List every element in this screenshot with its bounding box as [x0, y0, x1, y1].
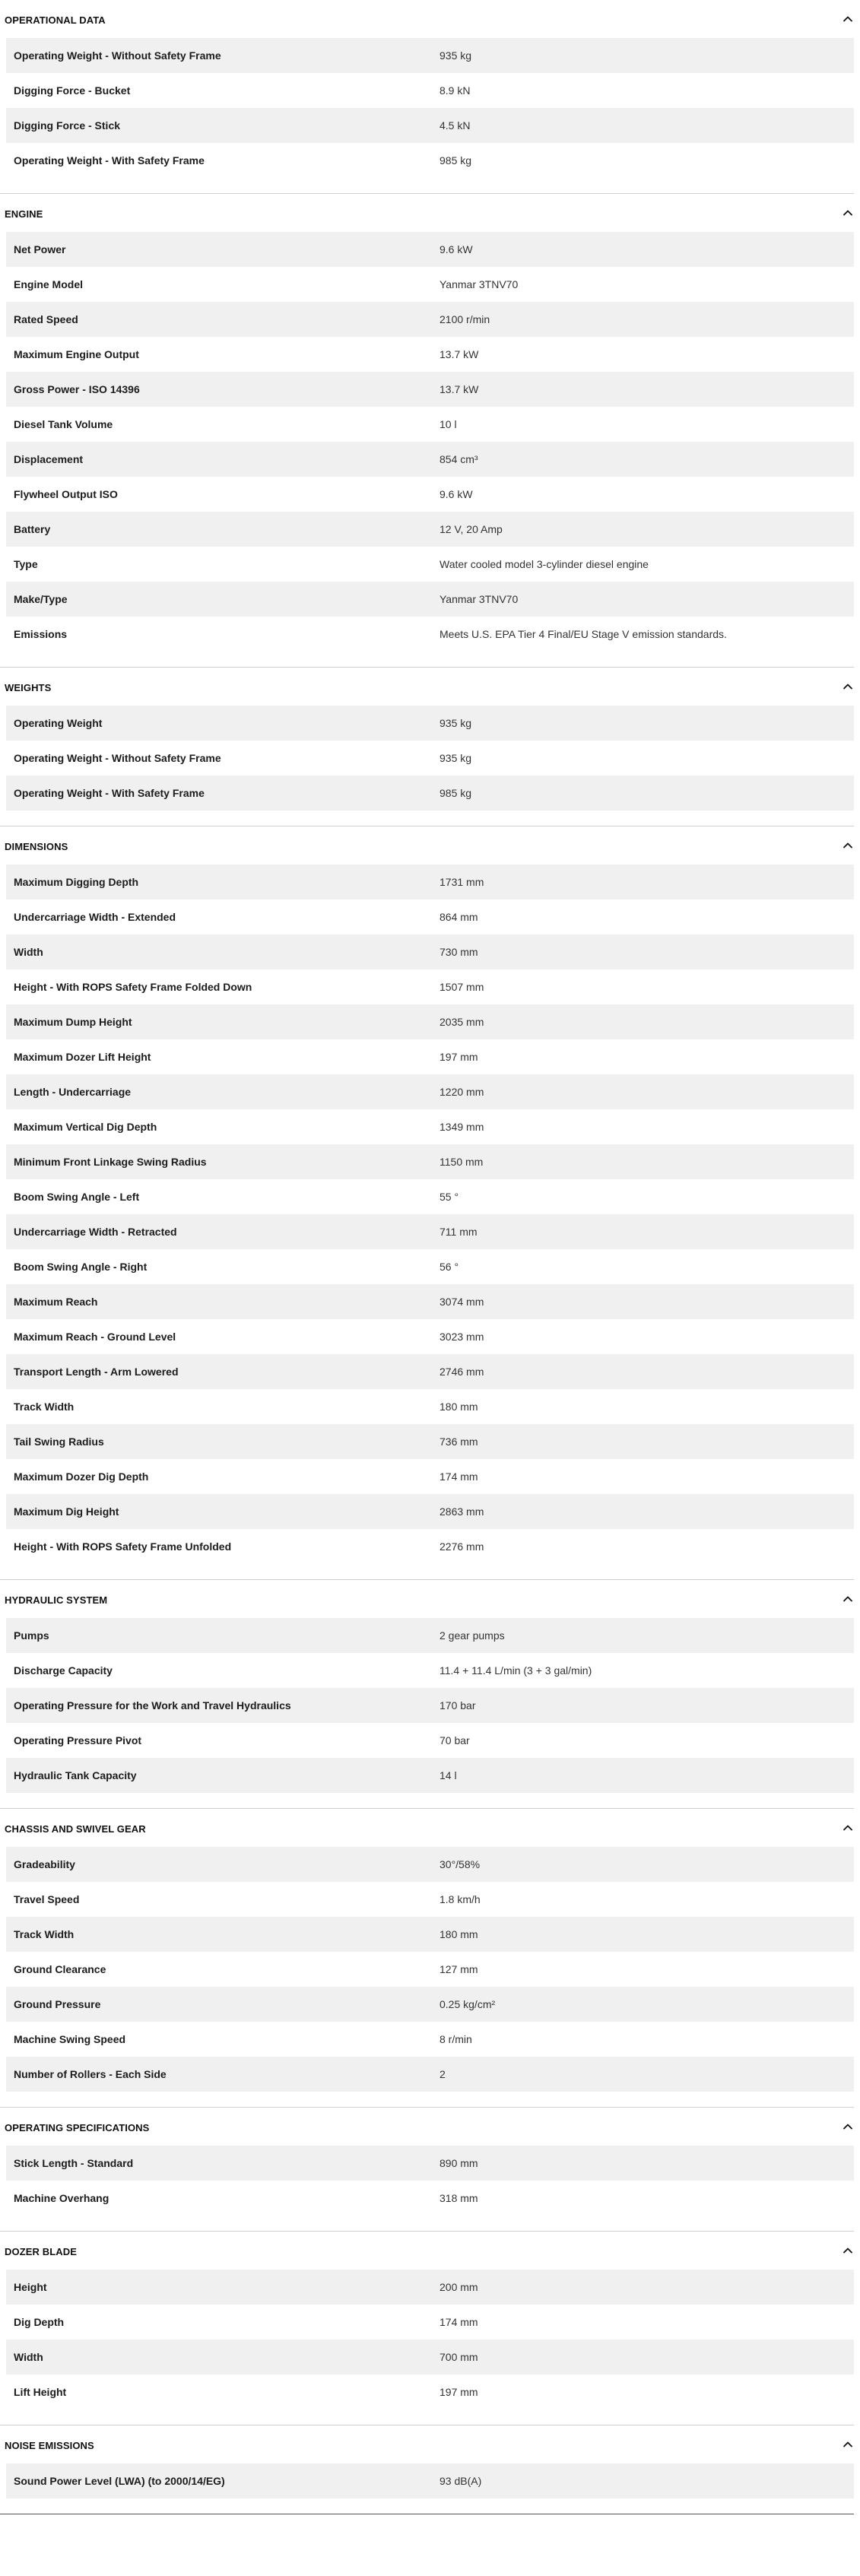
- spec-row: [6, 232, 854, 267]
- spec-row: [6, 1459, 854, 1494]
- spec-row: [6, 2181, 854, 2216]
- spec-row: [6, 302, 854, 337]
- chevron-up-icon[interactable]: [842, 207, 854, 219]
- spec-label: Number of Rollers - Each Side: [14, 2068, 167, 2080]
- spec-label: Type: [14, 558, 38, 570]
- spec-value: 2863 mm: [440, 1505, 484, 1518]
- spec-value: Water cooled model 3-cylinder diesel engine: [440, 558, 649, 570]
- spec-label: Sound Power Level (LWA) (to 2000/14/EG): [14, 2475, 225, 2487]
- spec-value: 700 mm: [440, 2351, 478, 2363]
- spec-value: 9.6 kW: [440, 243, 473, 255]
- spec-value: 10 l: [440, 418, 457, 430]
- spec-value: 2100 r/min: [440, 313, 490, 325]
- spec-value: 711 mm: [440, 1226, 478, 1238]
- spec-value: 3023 mm: [440, 1331, 484, 1343]
- spec-value: 2276 mm: [440, 1540, 484, 1553]
- spec-label: Minimum Front Linkage Swing Radius: [14, 1156, 207, 1168]
- chevron-up-icon[interactable]: [842, 839, 854, 852]
- spec-value: 174 mm: [440, 2316, 478, 2328]
- spec-value: 1349 mm: [440, 1121, 484, 1133]
- spec-row: [6, 969, 854, 1004]
- spec-label: Maximum Engine Output: [14, 348, 139, 360]
- spec-label: Width: [14, 946, 43, 958]
- spec-value: 1507 mm: [440, 981, 484, 993]
- spec-row: [6, 1758, 854, 1793]
- spec-label: Operating Weight - With Safety Frame: [14, 787, 205, 799]
- spec-value: 9.6 kW: [440, 488, 473, 500]
- spec-value: 180 mm: [440, 1928, 478, 1940]
- spec-label: Pumps: [14, 1629, 49, 1642]
- spec-row: [6, 1847, 854, 1882]
- spec-row: [6, 2022, 854, 2057]
- spec-value: 854 cm³: [440, 453, 478, 465]
- spec-row: [6, 582, 854, 617]
- spec-label: Emissions: [14, 628, 68, 640]
- spec-row: [6, 934, 854, 969]
- spec-value: 8 r/min: [440, 2033, 472, 2045]
- section-title: WEIGHTS: [5, 682, 52, 693]
- chevron-up-icon[interactable]: [842, 1822, 854, 1834]
- spec-value: 2746 mm: [440, 1366, 484, 1378]
- spec-row: [6, 1987, 854, 2022]
- spec-value: Meets U.S. EPA Tier 4 Final/EU Stage V emission standards.: [440, 628, 727, 640]
- spec-value: 730 mm: [440, 946, 478, 958]
- chevron-up-icon[interactable]: [842, 2438, 854, 2451]
- section-title: CHASSIS AND SWIVEL GEAR: [5, 1823, 146, 1835]
- spec-label: Net Power: [14, 243, 66, 255]
- section-header[interactable]: [0, 2425, 860, 2463]
- spec-label: Operating Weight: [14, 717, 103, 729]
- spec-value: 4.5 kN: [440, 119, 471, 132]
- spec-row: [6, 1618, 854, 1653]
- spec-value: 127 mm: [440, 1963, 478, 1975]
- spec-row: [6, 1917, 854, 1952]
- section-title: NOISE EMISSIONS: [5, 2440, 94, 2451]
- section-header[interactable]: [0, 2108, 860, 2146]
- spec-value: 890 mm: [440, 2157, 478, 2169]
- spec-row: [6, 706, 854, 741]
- spec-section-chassis-and-swivel-gear: [0, 1809, 860, 2108]
- spec-value: 174 mm: [440, 1470, 478, 1483]
- spec-row: [6, 337, 854, 372]
- spec-row: [6, 1494, 854, 1529]
- spec-label: Digging Force - Stick: [14, 119, 121, 132]
- spec-value: 3074 mm: [440, 1296, 484, 1308]
- section-title: DIMENSIONS: [5, 841, 68, 852]
- spec-row: [6, 372, 854, 407]
- spec-value: 2 gear pumps: [440, 1629, 505, 1642]
- spec-label: Discharge Capacity: [14, 1664, 113, 1677]
- spec-value: 8.9 kN: [440, 84, 471, 97]
- section-header[interactable]: [0, 1580, 860, 1618]
- spec-row: [6, 1319, 854, 1354]
- spec-row: [6, 108, 854, 143]
- spec-label: Engine Model: [14, 278, 83, 290]
- spec-table: [6, 864, 854, 1564]
- spec-value: 93 dB(A): [440, 2475, 482, 2487]
- spec-label: Gross Power - ISO 14396: [14, 383, 140, 395]
- spec-value: 30°/58%: [440, 1858, 481, 1870]
- spec-row: [6, 1952, 854, 1987]
- spec-section-hydraulic-system: [0, 1580, 860, 1809]
- spec-label: Undercarriage Width - Extended: [14, 911, 176, 923]
- spec-value: 11.4 + 11.4 L/min (3 + 3 gal/min): [440, 1664, 592, 1677]
- spec-table: [6, 1847, 854, 2092]
- spec-row: [6, 512, 854, 547]
- spec-label: Ground Pressure: [14, 1998, 101, 2010]
- spec-row: [6, 1144, 854, 1179]
- spec-label: Rated Speed: [14, 313, 78, 325]
- spec-value: 1150 mm: [440, 1156, 484, 1168]
- spec-value: 318 mm: [440, 2192, 478, 2204]
- spec-label: Ground Clearance: [14, 1963, 106, 1975]
- section-title: HYDRAULIC SYSTEM: [5, 1594, 108, 1606]
- spec-row: [6, 1179, 854, 1214]
- spec-value: 200 mm: [440, 2281, 478, 2293]
- spec-table: [6, 1618, 854, 1793]
- spec-row: [6, 442, 854, 477]
- spec-row: [6, 1723, 854, 1758]
- spec-row: [6, 1074, 854, 1109]
- spec-label: Maximum Digging Depth: [14, 876, 139, 888]
- spec-row: [6, 741, 854, 776]
- spec-value: 736 mm: [440, 1436, 478, 1448]
- spec-section-noise-emissions: [0, 2425, 860, 2514]
- section-header[interactable]: [0, 194, 860, 232]
- spec-section-engine: [0, 194, 860, 668]
- spec-value: 985 kg: [440, 787, 472, 799]
- spec-table: [6, 2146, 854, 2216]
- spec-row: [6, 38, 854, 73]
- spec-value: 935 kg: [440, 49, 472, 62]
- section-header[interactable]: [0, 668, 860, 706]
- spec-label: Travel Speed: [14, 1893, 80, 1905]
- section-header[interactable]: [0, 0, 860, 38]
- spec-section-dozer-blade: [0, 2232, 860, 2425]
- spec-table: [6, 38, 854, 178]
- spec-label: Maximum Dozer Dig Depth: [14, 1470, 149, 1483]
- spec-row: [6, 1688, 854, 1723]
- spec-label: Height: [14, 2281, 47, 2293]
- spec-table: [6, 232, 854, 652]
- spec-label: Operating Weight - Without Safety Frame: [14, 49, 221, 62]
- spec-label: Flywheel Output ISO: [14, 488, 118, 500]
- chevron-up-icon[interactable]: [842, 13, 854, 25]
- spec-row: [6, 2305, 854, 2340]
- spec-table: [6, 2463, 854, 2498]
- spec-row: [6, 1389, 854, 1424]
- spec-label: Machine Overhang: [14, 2192, 109, 2204]
- chevron-up-icon[interactable]: [842, 1593, 854, 1605]
- spec-value: 985 kg: [440, 154, 472, 167]
- spec-value: 197 mm: [440, 1051, 478, 1063]
- spec-value: 12 V, 20 Amp: [440, 523, 503, 535]
- spec-value: 1.8 km/h: [440, 1893, 481, 1905]
- spec-row: [6, 2270, 854, 2305]
- spec-label: Maximum Vertical Dig Depth: [14, 1121, 157, 1133]
- spec-value: 170 bar: [440, 1699, 476, 1712]
- section-title: DOZER BLADE: [5, 2246, 77, 2257]
- spec-row: [6, 1284, 854, 1319]
- spec-section-operating-specifications: [0, 2108, 860, 2232]
- spec-label: Operating Pressure Pivot: [14, 1734, 142, 1746]
- spec-label: Maximum Dump Height: [14, 1016, 132, 1028]
- spec-label: Height - With ROPS Safety Frame Folded Down: [14, 981, 252, 993]
- spec-section-dimensions: [0, 826, 860, 1580]
- spec-row: [6, 1004, 854, 1039]
- spec-label: Height - With ROPS Safety Frame Unfolded: [14, 1540, 232, 1553]
- spec-table: [6, 2270, 854, 2409]
- spec-row: [6, 2340, 854, 2375]
- spec-row: [6, 1882, 854, 1917]
- spec-row: [6, 864, 854, 899]
- spec-value: Yanmar 3TNV70: [440, 278, 519, 290]
- spec-value: 180 mm: [440, 1401, 478, 1413]
- spec-value: 1731 mm: [440, 876, 484, 888]
- section-header[interactable]: [0, 2232, 860, 2270]
- spec-label: Maximum Reach - Ground Level: [14, 1331, 176, 1343]
- spec-row: [6, 1653, 854, 1688]
- spec-value: 13.7 kW: [440, 348, 479, 360]
- section-header[interactable]: [0, 826, 860, 864]
- spec-row: [6, 617, 854, 652]
- spec-label: Boom Swing Angle - Left: [14, 1191, 140, 1203]
- spec-label: Operating Weight - Without Safety Frame: [14, 752, 221, 764]
- spec-value: 864 mm: [440, 911, 478, 923]
- section-title: OPERATIONAL DATA: [5, 14, 106, 26]
- spec-row: [6, 1214, 854, 1249]
- chevron-up-icon[interactable]: [842, 680, 854, 693]
- spec-label: Dig Depth: [14, 2316, 65, 2328]
- spec-row: [6, 899, 854, 934]
- spec-value: 2: [440, 2068, 446, 2080]
- spec-label: Operating Pressure for the Work and Travel Hydraulics: [14, 1699, 291, 1712]
- spec-label: Diesel Tank Volume: [14, 418, 113, 430]
- spec-row: [6, 2463, 854, 2498]
- spec-row: [6, 776, 854, 811]
- spec-label: Operating Weight - With Safety Frame: [14, 154, 205, 167]
- spec-value: 935 kg: [440, 717, 472, 729]
- spec-value: 197 mm: [440, 2386, 478, 2398]
- spec-row: [6, 267, 854, 302]
- spec-value: 56 °: [440, 1261, 459, 1273]
- chevron-up-icon[interactable]: [842, 2244, 854, 2257]
- spec-section-operational-data: [0, 0, 860, 194]
- spec-label: Length - Undercarriage: [14, 1086, 132, 1098]
- spec-table: [6, 706, 854, 811]
- spec-row: [6, 477, 854, 512]
- spec-row: [6, 2146, 854, 2181]
- spec-label: Track Width: [14, 1928, 75, 1940]
- spec-label: Lift Height: [14, 2386, 67, 2398]
- section-title: ENGINE: [5, 208, 43, 220]
- spec-section-weights: [0, 668, 860, 826]
- spec-value: 13.7 kW: [440, 383, 479, 395]
- spec-value: 14 l: [440, 1769, 457, 1781]
- spec-row: [6, 1109, 854, 1144]
- spec-label: Transport Length - Arm Lowered: [14, 1366, 179, 1378]
- spec-label: Maximum Reach: [14, 1296, 98, 1308]
- spec-label: Tail Swing Radius: [14, 1436, 104, 1448]
- spec-label: Machine Swing Speed: [14, 2033, 126, 2045]
- spec-label: Track Width: [14, 1401, 75, 1413]
- spec-value: 2035 mm: [440, 1016, 484, 1028]
- spec-value: 55 °: [440, 1191, 459, 1203]
- spec-value: 70 bar: [440, 1734, 470, 1746]
- spec-row: [6, 73, 854, 108]
- spec-value: Yanmar 3TNV70: [440, 593, 519, 605]
- spec-label: Stick Length - Standard: [14, 2157, 134, 2169]
- spec-label: Maximum Dozer Lift Height: [14, 1051, 151, 1063]
- spec-value: 0.25 kg/cm²: [440, 1998, 496, 2010]
- spec-label: Gradeability: [14, 1858, 75, 1870]
- spec-value: 935 kg: [440, 752, 472, 764]
- section-header[interactable]: [0, 1809, 860, 1847]
- spec-row: [6, 1424, 854, 1459]
- spec-row: [6, 1249, 854, 1284]
- spec-row: [6, 1039, 854, 1074]
- spec-row: [6, 2057, 854, 2092]
- spec-label: Digging Force - Bucket: [14, 84, 131, 97]
- spec-label: Undercarriage Width - Retracted: [14, 1226, 177, 1238]
- spec-label: Boom Swing Angle - Right: [14, 1261, 148, 1273]
- spec-label: Displacement: [14, 453, 84, 465]
- chevron-up-icon[interactable]: [842, 2121, 854, 2133]
- spec-label: Width: [14, 2351, 43, 2363]
- spec-row: [6, 1529, 854, 1564]
- spec-label: Maximum Dig Height: [14, 1505, 119, 1518]
- spec-label: Battery: [14, 523, 51, 535]
- spec-row: [6, 407, 854, 442]
- spec-row: [6, 143, 854, 178]
- spec-label: Hydraulic Tank Capacity: [14, 1769, 137, 1781]
- spec-row: [6, 547, 854, 582]
- section-title: OPERATING SPECIFICATIONS: [5, 2122, 150, 2133]
- spec-value: 1220 mm: [440, 1086, 484, 1098]
- spec-row: [6, 1354, 854, 1389]
- spec-label: Make/Type: [14, 593, 68, 605]
- spec-row: [6, 2375, 854, 2409]
